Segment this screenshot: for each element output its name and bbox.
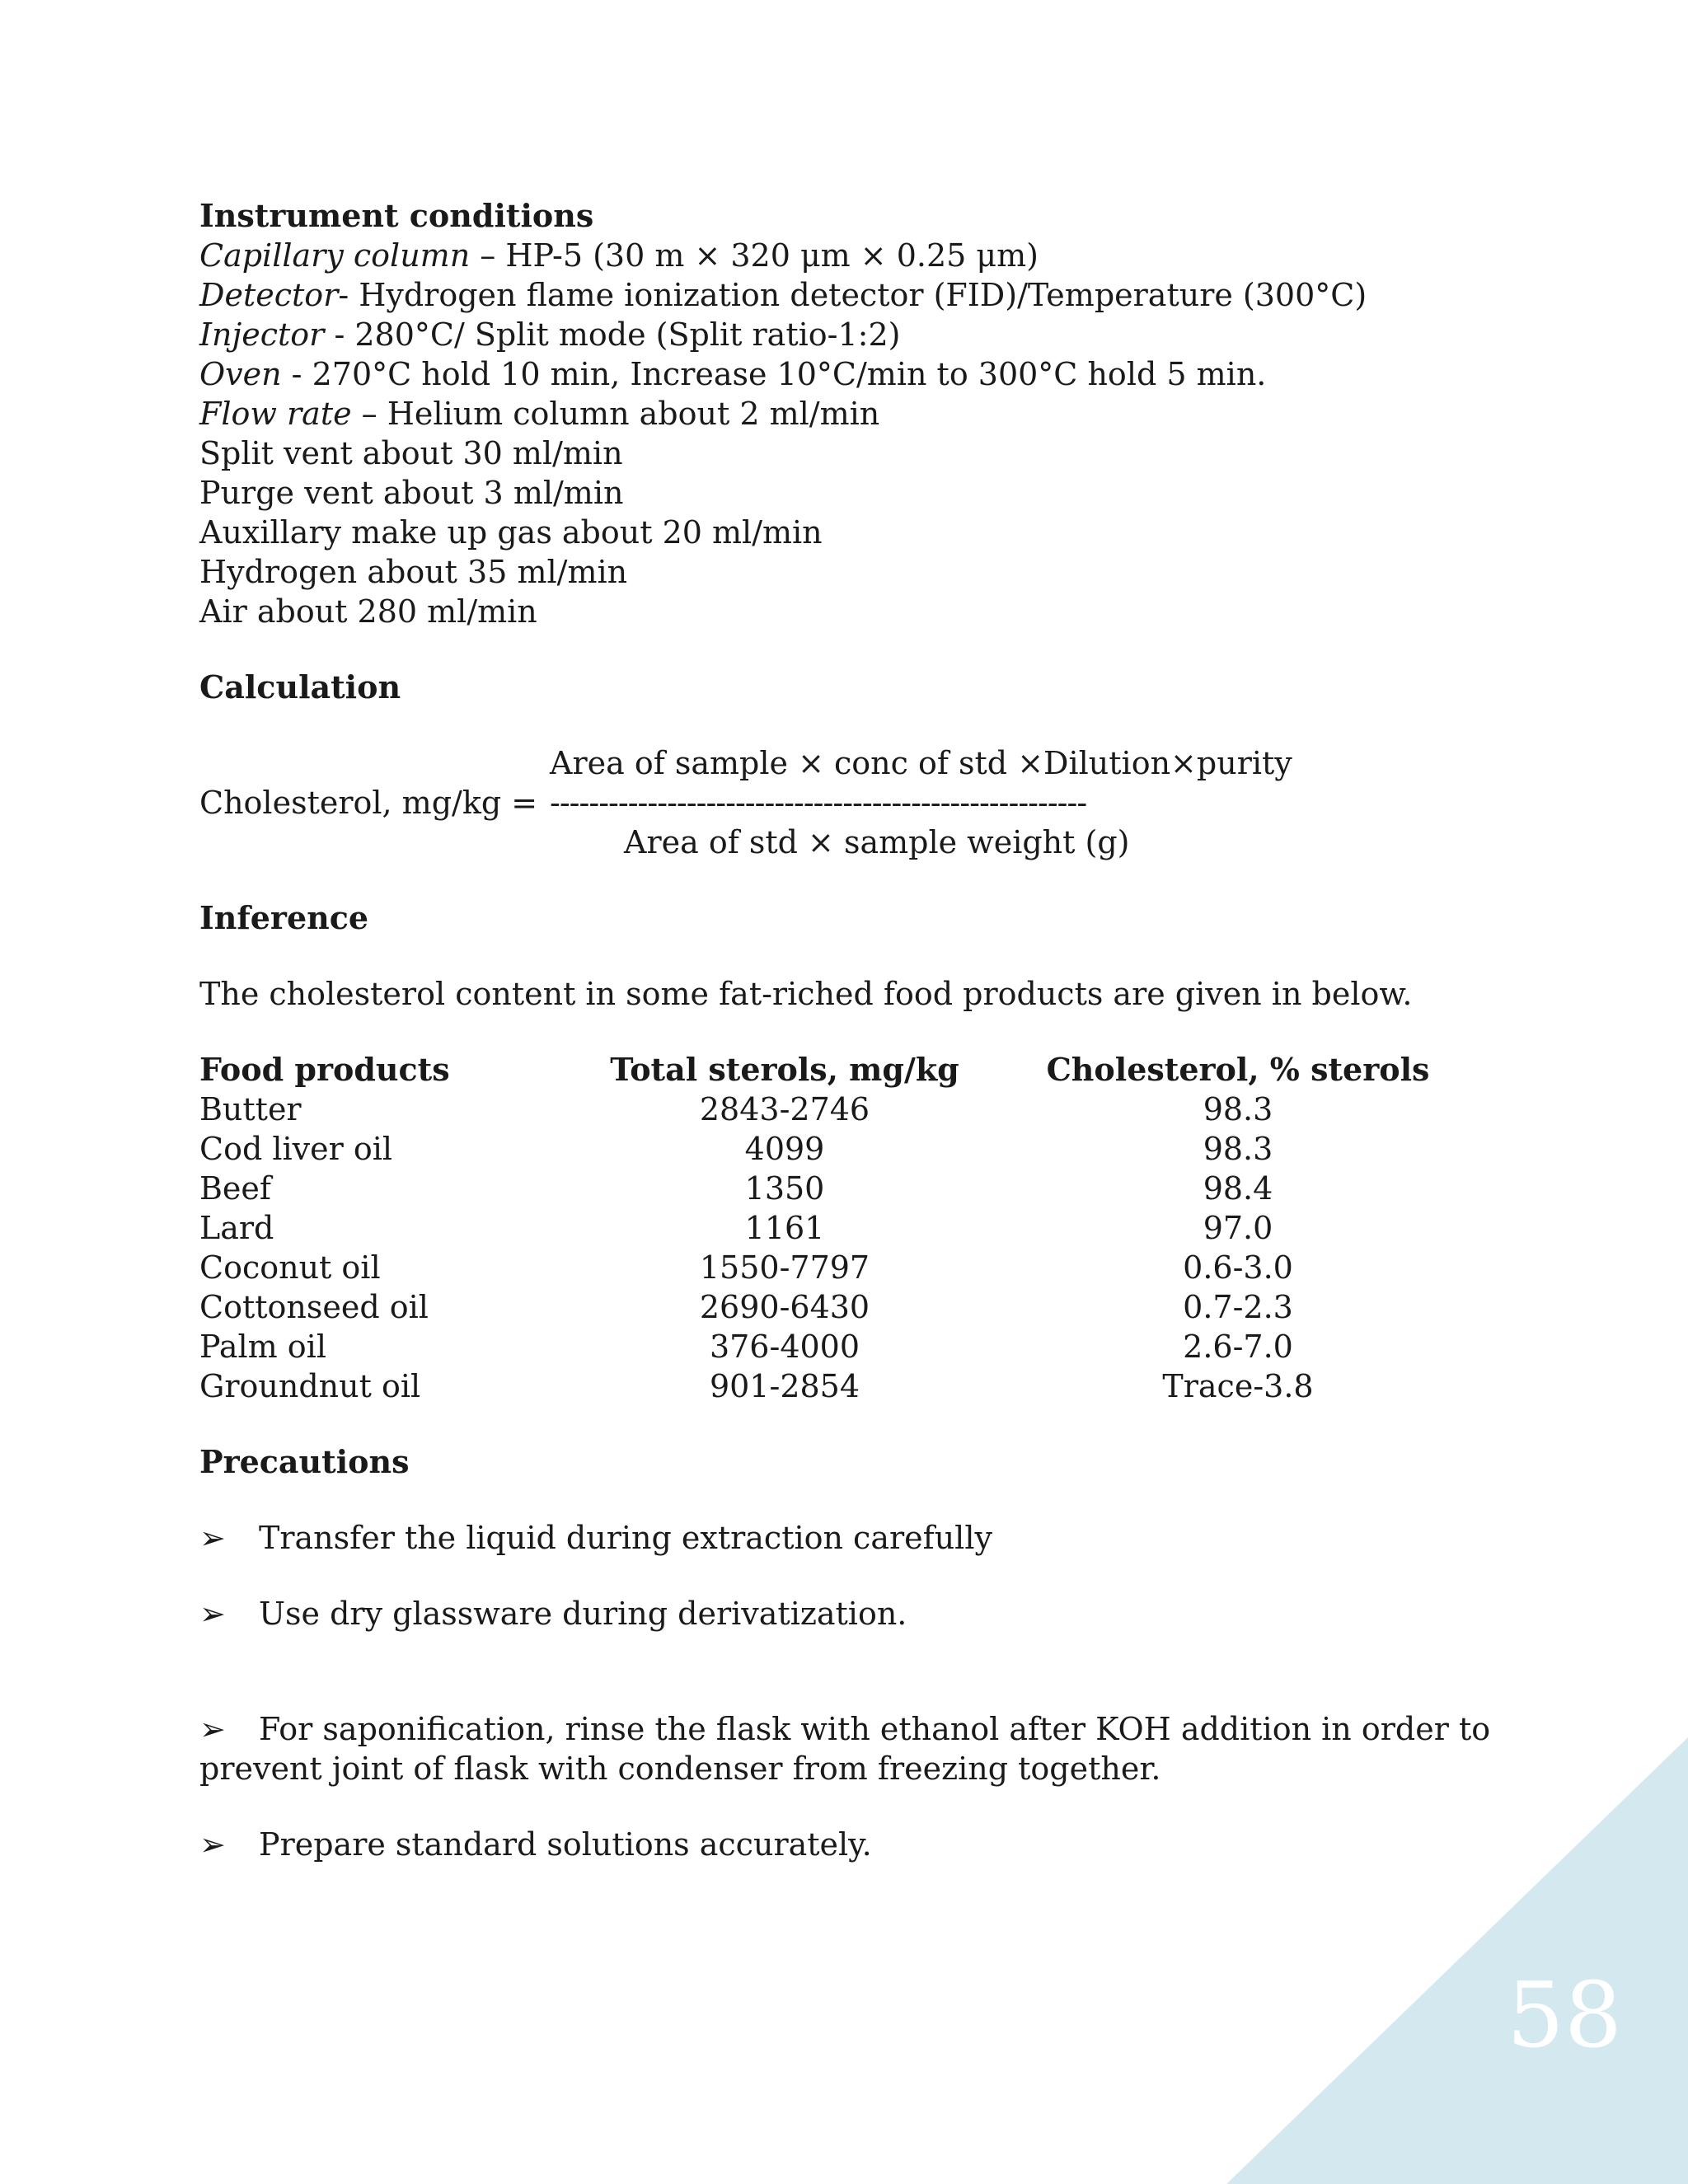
table-row xyxy=(199,1248,1485,1287)
table-row xyxy=(199,1090,1485,1129)
capillary-column-line xyxy=(199,236,1551,275)
precaution-text: Use dry glassware during derivatization. xyxy=(259,1596,907,1632)
cell-cholesterol: Trace-3.8 xyxy=(1162,1368,1314,1404)
injector-label: Injector xyxy=(199,316,325,353)
cell-food: Lard xyxy=(199,1210,274,1246)
cell-food: Butter xyxy=(199,1091,302,1127)
oven-line xyxy=(199,354,1551,394)
header-food-products: Food products xyxy=(199,1051,450,1088)
inference-heading: Inference xyxy=(199,899,369,936)
detector-text: - Hydrogen flame ionization detector (FID)/Temperature (300°C) xyxy=(338,277,1367,313)
detector-line xyxy=(199,275,1551,315)
injector-line xyxy=(199,315,1551,354)
flow-rate-label: Flow rate xyxy=(199,396,352,432)
spacer xyxy=(199,707,1551,743)
makeup-gas-line: Auxillary make up gas about 20 ml/min xyxy=(199,514,823,551)
page-number: 58 xyxy=(1507,1962,1622,2068)
precaution-text: Prepare standard solutions accurately. xyxy=(259,1826,872,1863)
capillary-column-label: Capillary column xyxy=(199,237,471,274)
header-cholesterol-percent: Cholesterol, % sterols xyxy=(1046,1051,1430,1088)
purge-vent-line: Purge vent about 3 ml/min xyxy=(199,475,624,511)
precaution-item xyxy=(199,1825,1551,1864)
oven-label: Oven xyxy=(199,356,282,392)
air-line: Air about 280 ml/min xyxy=(199,593,537,630)
cell-total-sterols: 901-2854 xyxy=(709,1368,860,1404)
precautions-heading: Precautions xyxy=(199,1443,410,1480)
calculation-heading: Calculation xyxy=(199,668,401,705)
injector-text: - 280°C/ Split mode (Split ratio-1:2) xyxy=(324,316,901,353)
cell-cholesterol: 0.6-3.0 xyxy=(1183,1249,1293,1286)
cholesterol-table xyxy=(199,1050,1485,1406)
cell-food: Groundnut oil xyxy=(199,1368,421,1404)
hydrogen-line: Hydrogen about 35 ml/min xyxy=(199,554,628,590)
precaution-text: For saponification, rinse the flask with ethanol after KOH addition in order to prevent joint of flask with condenser from freezing together. xyxy=(199,1711,1491,1787)
spacer xyxy=(199,1482,1551,1518)
cell-cholesterol: 98.3 xyxy=(1203,1131,1273,1167)
cell-cholesterol: 98.4 xyxy=(1203,1170,1273,1207)
cholesterol-formula xyxy=(199,743,1551,867)
arrow-bullet-icon: ➢ xyxy=(199,1711,226,1747)
cell-total-sterols: 2690-6430 xyxy=(699,1289,870,1325)
spacer xyxy=(199,1014,1551,1050)
flow-rate-text: – Helium column about 2 ml/min xyxy=(351,396,880,432)
table-row xyxy=(199,1327,1485,1366)
oven-text: - 270°C hold 10 min, Increase 10°C/min to 300°C hold 5 min. xyxy=(281,356,1267,392)
cell-food: Palm oil xyxy=(199,1329,326,1365)
capillary-column-text: – HP-5 (30 m × 320 μm × 0.25 μm) xyxy=(470,237,1039,274)
page-content xyxy=(199,196,1551,1864)
cell-total-sterols: 1350 xyxy=(744,1170,825,1207)
spacer xyxy=(199,1788,1551,1825)
cell-food: Cod liver oil xyxy=(199,1131,393,1167)
precaution-item xyxy=(199,1594,1551,1633)
cell-cholesterol: 98.3 xyxy=(1203,1091,1273,1127)
detector-label: Detector xyxy=(199,277,339,313)
table-row xyxy=(199,1169,1485,1208)
cell-total-sterols: 2843-2746 xyxy=(699,1091,870,1127)
table-row xyxy=(199,1129,1485,1169)
cell-total-sterols: 1161 xyxy=(744,1210,825,1246)
cell-cholesterol: 97.0 xyxy=(1203,1210,1273,1246)
cell-food: Cottonseed oil xyxy=(199,1289,429,1325)
formula-lhs: Cholesterol, mg/kg = xyxy=(199,785,538,821)
arrow-bullet-icon: ➢ xyxy=(199,1826,226,1863)
cell-total-sterols: 1550-7797 xyxy=(699,1249,870,1286)
header-total-sterols: Total sterols, mg/kg xyxy=(610,1051,959,1088)
table-row xyxy=(199,1208,1485,1248)
cell-total-sterols: 376-4000 xyxy=(709,1329,860,1365)
cell-cholesterol: 2.6-7.0 xyxy=(1183,1329,1293,1365)
cell-food: Coconut oil xyxy=(199,1249,381,1286)
formula-denominator: Area of std × sample weight (g) xyxy=(624,824,1130,860)
spacer xyxy=(199,1558,1551,1594)
instrument-conditions-heading: Instrument conditions xyxy=(199,197,594,234)
formula-numerator: Area of sample × conc of std ×Dilution×purity xyxy=(550,745,1292,781)
precaution-item xyxy=(199,1518,1551,1558)
table-header-row xyxy=(199,1050,1485,1090)
table-row xyxy=(199,1287,1485,1327)
precaution-text: Transfer the liquid during extraction carefully xyxy=(259,1520,992,1556)
precaution-item xyxy=(199,1709,1551,1788)
spacer xyxy=(199,867,1551,898)
arrow-bullet-icon: ➢ xyxy=(199,1520,226,1556)
split-vent-line: Split vent about 30 ml/min xyxy=(199,435,623,471)
table-row xyxy=(199,1366,1485,1406)
cell-cholesterol: 0.7-2.3 xyxy=(1183,1289,1293,1325)
spacer xyxy=(199,938,1551,974)
formula-divider: ------------------------------------------------------- xyxy=(550,785,1087,821)
inference-intro: The cholesterol content in some fat-riched food products are given in below. xyxy=(199,976,1413,1012)
arrow-bullet-icon: ➢ xyxy=(199,1596,226,1632)
spacer xyxy=(199,631,1551,668)
flow-rate-line xyxy=(199,394,1551,434)
spacer xyxy=(199,1406,1551,1442)
cell-total-sterols: 4099 xyxy=(744,1131,825,1167)
cell-food: Beef xyxy=(199,1170,271,1207)
spacer xyxy=(199,1633,1551,1709)
